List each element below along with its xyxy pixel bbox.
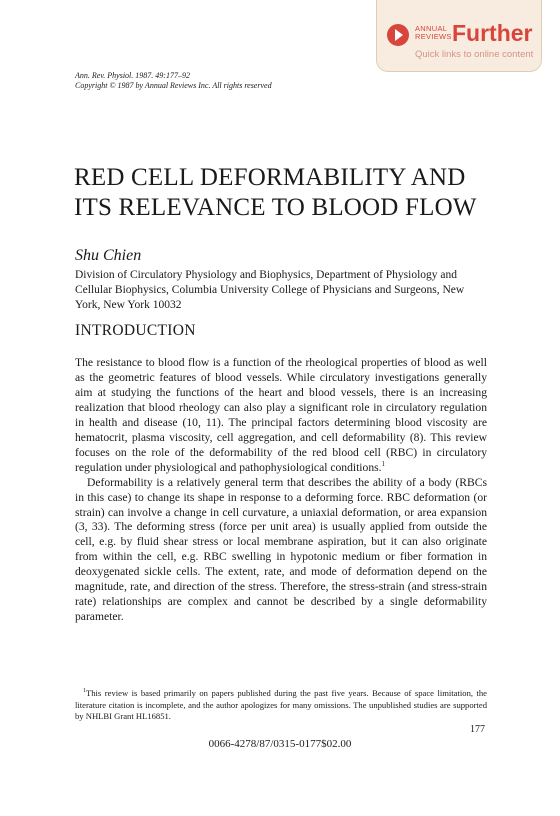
page-number: 177 (470, 724, 485, 735)
annual-reviews-label: ANNUAL REVIEWS (415, 24, 452, 41)
annual-reviews-logo-icon (387, 24, 409, 46)
issn-line: 0066-4278/87/0315-0177$02.00 (208, 738, 352, 750)
further-badge[interactable] (376, 0, 542, 72)
body-text (75, 356, 487, 625)
footnote-body (75, 688, 487, 723)
article-title (74, 163, 494, 223)
paragraph-2: Deformability is a relatively general term that describes the ability of a body (RBCs in this case) to change its shape in response to a deforming force. RBC deformation (or strain) can involve a change in cell curvature, a uniaxial deformation, or area expansion (3, 33). The deforming stress (force per unit area) is usually applied from outside the cell, e.g. by fluid shear stress or local membrane aspiration, but it can also originate from within the cell, e.g. RBC swelling in hypotonic medium or fiber formation in deoxygenated sickle cells. The extent, rate, and mode of deformation depend on the magnitude, rate, and direction of the stress. Therefore, the stress-strain (and stress-strain rate) relationships are complex and cannot be described by a single deformability parameter. (75, 475, 487, 624)
journal-citation-line: Ann. Rev. Physiol. 1987. 49:177–92 (75, 71, 190, 80)
further-label: Further (452, 20, 533, 46)
copyright-line: Copyright © 1987 by Annual Reviews Inc. All rights reserved (75, 81, 272, 90)
footnote-mark: 1 (83, 688, 86, 695)
footnote (75, 688, 487, 723)
paragraph-1 (75, 356, 487, 476)
author-affiliation: Division of Circulatory Physiology and Biophysics, Department of Physiology and Cellular Biophysics, Columbia University College of Physicians and Surgeons, New York, New York 10032 (75, 269, 465, 311)
footnote-text: This review is based primarily on papers published during the past five years. Because of space limitation, the literature citation is incomplete, and the author apologizes for many omissions. The unpublished studies are supported by NHLBI Grant HL16851. (75, 688, 487, 722)
section-heading: INTRODUCTION (75, 322, 196, 339)
journal-citation (75, 71, 272, 91)
title-line-2: ITS RELEVANCE TO BLOOD FLOW (74, 194, 477, 221)
footnote-reference[interactable]: 1 (381, 459, 386, 468)
author-name: Shu Chien (75, 247, 142, 264)
title-line-1: RED CELL DEFORMABILITY AND (74, 164, 466, 191)
quick-links-label[interactable]: Quick links to online content (415, 49, 534, 60)
paragraph-1-text: The resistance to blood flow is a function of the rheological properties of blood as well as the geometric features of blood vessels. While circulatory investigations generally aim at studying the functions of the heart and blood vessels, there is an increasing realization that blood rheology can also play a significant role in circulatory regulation in health and disease (10, 11). The principal factors determining blood viscosity are hematocrit, plasma viscosity, cell aggregation, and cell deformability (8). This review focuses on the role of the deformability of the red blood cell (RBC) in circulatory regulation under physiological and pathophysiological conditions. (75, 356, 487, 474)
